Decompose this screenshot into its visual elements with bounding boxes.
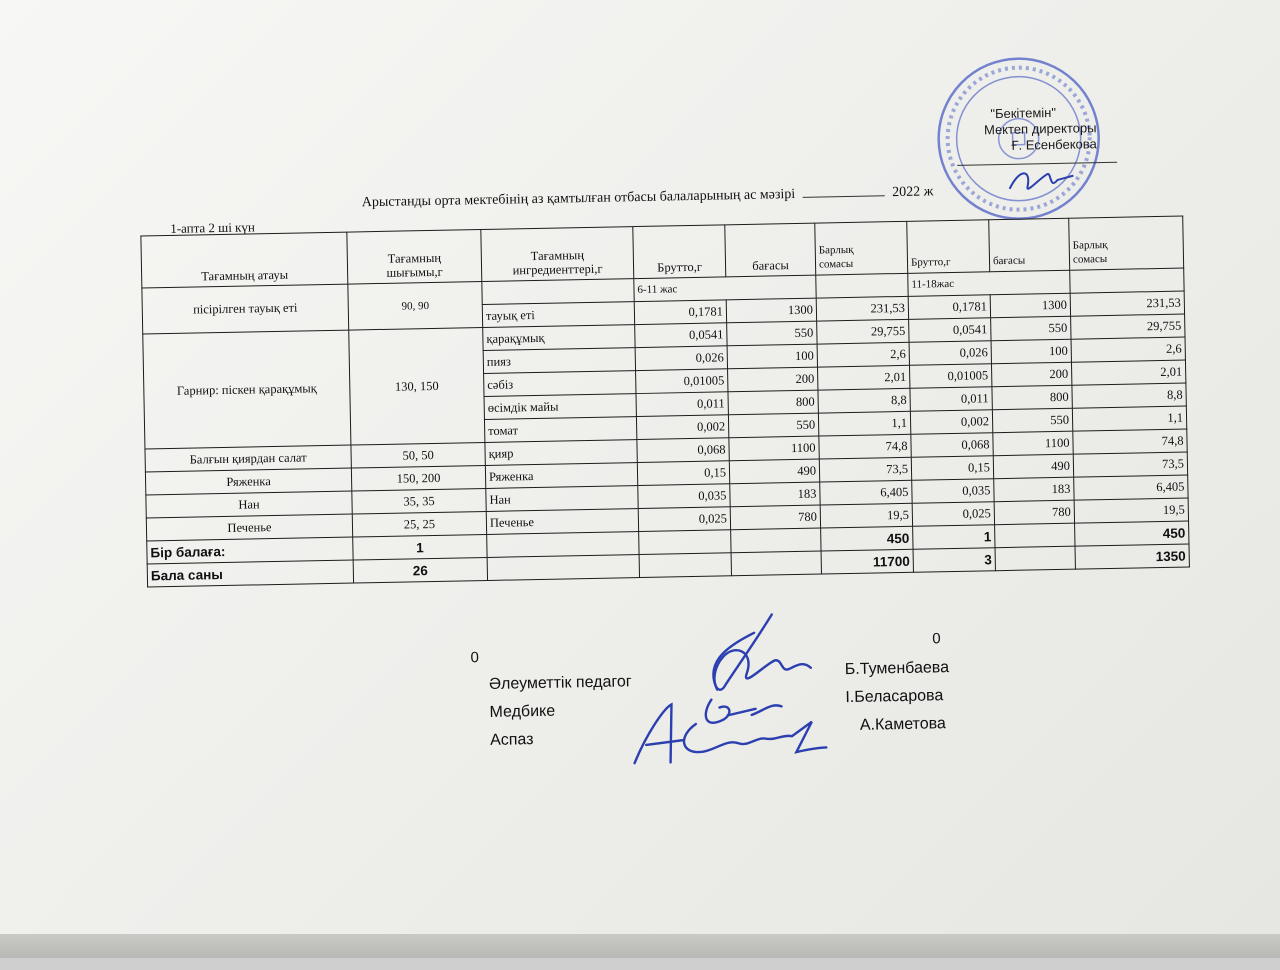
price-a: 1100: [729, 436, 819, 461]
header-price-b: [989, 218, 1070, 272]
total-b: 73,5: [1073, 452, 1187, 477]
per-child-count-a: 1: [353, 534, 487, 560]
children-count-label: Бала саны: [147, 560, 353, 587]
header-dish-name-text: Тағамның атауы: [201, 267, 289, 284]
empty-cell: [487, 555, 639, 581]
header-brutto-b-text: Брутто,г: [910, 256, 951, 269]
total-b: 19,5: [1074, 498, 1188, 523]
total-a: 6,405: [820, 480, 912, 505]
header-brutto-b: [907, 220, 990, 274]
total-b: 2,6: [1071, 337, 1185, 362]
name-tumenbaeva: Б.Туменбаева: [844, 659, 950, 679]
ingredient: Нан: [486, 486, 638, 512]
price-b: 1100: [993, 431, 1073, 456]
price-b: 200: [991, 362, 1071, 387]
zero-left: 0: [470, 649, 480, 667]
price-a: 100: [727, 344, 817, 369]
total-b: 6,405: [1074, 475, 1188, 500]
price-b: 1300: [990, 293, 1070, 318]
total-b: 231,53: [1070, 291, 1184, 316]
dish-name: пісірілген тауық еті: [142, 284, 349, 334]
total-a: 2,6: [817, 342, 909, 367]
brutto-b: 0,068: [911, 433, 993, 458]
price-b: 780: [994, 500, 1074, 525]
age-spacer: [816, 273, 908, 298]
header-total-a: [815, 221, 908, 275]
dish-yield: 90, 90: [348, 282, 483, 331]
dish-name: Ряженка: [145, 468, 351, 495]
total-a: 8,8: [818, 388, 910, 413]
header-total-b-text-1: Барлық: [1072, 238, 1108, 252]
dish-name: Нан: [146, 491, 352, 518]
brutto-b: 0,15: [911, 456, 993, 481]
brutto-a: 0,15: [637, 461, 729, 486]
name-kametova: А.Каметова: [859, 715, 947, 734]
role-cook: Аспаз: [489, 731, 534, 749]
dish-yield: 25, 25: [352, 511, 486, 537]
header-ingredients-text-2: ингредиенттері,г: [512, 261, 603, 278]
total-a: 73,5: [819, 457, 911, 482]
empty-cell: [995, 523, 1075, 548]
approval-block: [926, 104, 1097, 166]
page-title: [362, 184, 934, 211]
price-b: 100: [991, 339, 1071, 364]
total-b: 8,8: [1072, 383, 1186, 408]
price-a: 1300: [726, 298, 816, 323]
brutto-a: 0,035: [638, 484, 730, 509]
brutto-b: 0,1781: [908, 295, 990, 320]
children-total-b: 1350: [1075, 544, 1189, 569]
total-b: 1,1: [1072, 406, 1186, 431]
page-title-year: 2022 ж: [892, 184, 934, 201]
price-b: 550: [992, 408, 1072, 433]
empty-cell: [731, 551, 821, 576]
total-a: 29,755: [817, 319, 909, 344]
per-child-total-a: 450: [821, 526, 913, 551]
date-blank-line: [803, 195, 885, 198]
age-group-b: 11-18жас: [908, 270, 1070, 296]
brutto-a: 0,011: [636, 392, 728, 417]
ingredient: пияз: [483, 348, 635, 374]
approval-position: Мектеп директоры: [983, 120, 1097, 138]
name-belasarova: І.Беласарова: [845, 687, 944, 707]
header-ingredients: [481, 227, 634, 282]
total-b: 29,755: [1071, 314, 1185, 339]
brutto-b: 0,002: [910, 410, 992, 435]
header-total-b: [1069, 216, 1184, 270]
price-a: 780: [730, 505, 820, 530]
brutto-b: 0,035: [912, 479, 994, 504]
ingredient: тауық еті: [482, 302, 634, 328]
total-b: 2,01: [1071, 360, 1185, 385]
approval-director-name: Ғ. Есенбекова: [1011, 136, 1097, 153]
ingredient: сәбіз: [484, 371, 636, 397]
role-nurse: Медбике: [489, 702, 556, 721]
price-b: 183: [994, 477, 1074, 502]
brutto-a: 0,0541: [635, 323, 727, 348]
ingredient: қарақұмық: [483, 325, 635, 351]
price-b: 490: [993, 454, 1073, 479]
brutto-b: 0,026: [909, 341, 991, 366]
children-count-b: 3: [913, 548, 995, 573]
header-ingredients-text-1: Тағамның: [530, 248, 585, 264]
price-a: 200: [728, 367, 818, 392]
total-a: 74,8: [819, 434, 911, 459]
price-b: 800: [992, 385, 1072, 410]
header-price-a-text: бағасы: [752, 258, 789, 273]
total-a: 2,01: [818, 365, 910, 390]
price-b: 550: [991, 316, 1071, 341]
brutto-a: 0,01005: [636, 369, 728, 394]
dish-name: Гарнир: піскен қарақұмық: [143, 330, 351, 449]
header-total-a-text-1: Барлық: [818, 243, 854, 257]
age-spacer: [482, 279, 634, 305]
empty-cell: [487, 532, 639, 558]
brutto-a: 0,026: [635, 346, 727, 371]
age-group-a: 6-11 жас: [634, 275, 816, 301]
dish-yield: 150, 200: [351, 465, 485, 491]
brutto-b: 0,011: [910, 387, 992, 412]
week-day-label: 1-апта 2 ші күн: [170, 219, 256, 236]
header-total-a-text-2: сомасы: [818, 257, 854, 271]
per-child-label: Бір балаға:: [147, 537, 353, 564]
brutto-b: 0,025: [912, 502, 994, 527]
header-brutto-a-text: Брутто,г: [657, 259, 703, 275]
empty-cell: [639, 530, 731, 555]
total-a: 231,53: [816, 296, 908, 321]
empty-cell: [639, 553, 731, 578]
staff-names: [845, 654, 951, 740]
children-total-a: 11700: [821, 549, 913, 574]
director-signature: [999, 160, 1080, 202]
per-child-count-b: 1: [913, 525, 995, 550]
price-a: 800: [728, 390, 818, 415]
total-b: 74,8: [1073, 429, 1187, 454]
dish-yield: 50, 50: [351, 442, 485, 468]
price-a: 550: [727, 321, 817, 346]
price-a: 183: [730, 482, 820, 507]
header-dish-name: [141, 232, 348, 288]
empty-cell: [731, 528, 821, 553]
ingredient: өсімдік майы: [484, 394, 636, 420]
ingredient: Ряженка: [485, 463, 637, 489]
empty-cell: [995, 546, 1075, 571]
brutto-a: 0,025: [638, 507, 730, 532]
header-price-a: [725, 223, 816, 277]
header-yield: [347, 230, 482, 285]
brutto-a: 0,1781: [634, 300, 726, 325]
header-brutto-a: [633, 225, 726, 279]
dish-yield: 130, 150: [349, 328, 485, 446]
menu-table: [140, 216, 1190, 588]
page-title-text: Арыстанды орта мектебінің аз қамтылған отбасы балаларының ас мәзірі: [361, 186, 796, 211]
header-yield-text-1: Тағамның: [387, 250, 442, 266]
brutto-b: 0,0541: [909, 318, 991, 343]
total-a: 1,1: [818, 411, 910, 436]
per-child-total-b: 450: [1075, 521, 1189, 546]
zero-right: 0: [932, 630, 941, 648]
header-yield-text-2: шығымы,г: [386, 264, 443, 280]
total-a: 19,5: [820, 503, 912, 528]
dish-name: Печенье: [146, 514, 352, 541]
approval-title: "Бекітемін": [990, 104, 1057, 122]
price-a: 490: [729, 459, 819, 484]
brutto-a: 0,002: [636, 415, 728, 440]
role-social-pedagogue: Әлеуметтік педагог: [488, 673, 632, 693]
ingredient: қияр: [485, 440, 637, 466]
dish-name: Балғын қиярдан салат: [145, 445, 351, 472]
dish-yield: 35, 35: [352, 488, 486, 514]
handwritten-signatures: [604, 601, 837, 785]
price-a: 550: [728, 413, 818, 438]
brutto-b: 0,01005: [909, 364, 991, 389]
ingredient: Печенье: [486, 509, 638, 535]
age-spacer: [1070, 268, 1184, 293]
ingredient: томат: [484, 417, 636, 443]
header-price-b-text: бағасы: [992, 254, 1026, 268]
children-count-a: 26: [353, 557, 487, 583]
header-total-b-text-2: сомасы: [1072, 253, 1108, 266]
brutto-a: 0,068: [637, 438, 729, 463]
